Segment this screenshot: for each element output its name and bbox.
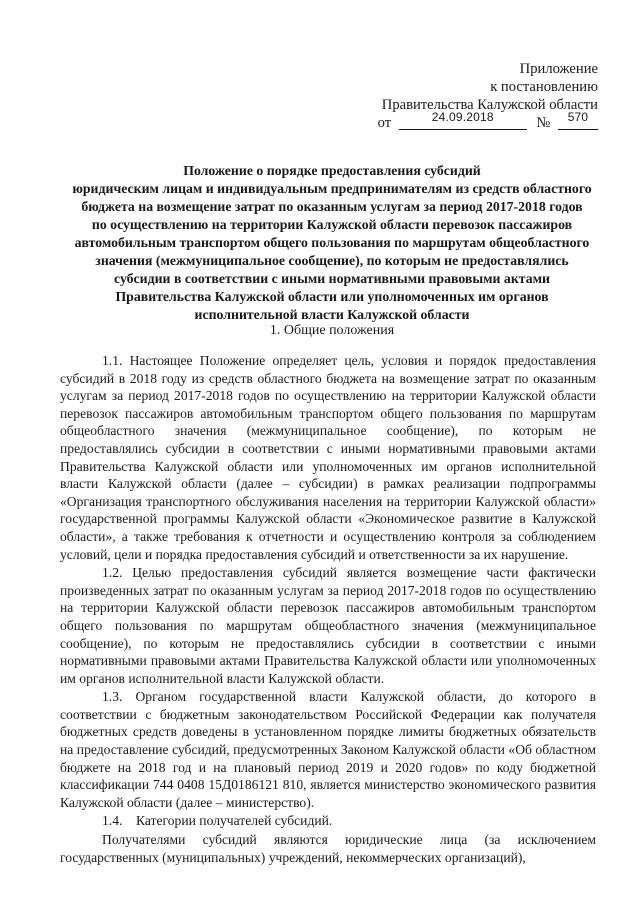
appendix-block xyxy=(378,60,598,132)
paragraph-1-3: 1.3. Органом государственной власти Калужской области, до которого в соответствии с бюджетным законодательством Российской Федерации как получателя бюджетных средств доведены в установленном порядке лимиты бюджетных обязательств на предоставление субсидий, предусмотренных Законом Калужской области «Об областном бюджете на 2018 год и на плановый период 2019 и 2020 годов» по коду бюджетной классификации 744 0408 15Д0186121 810, является министерство экономического развития Калужской области (далее – министерство). xyxy=(60,689,596,810)
number-field xyxy=(558,110,598,130)
title-line: исполнительной власти Калужской области xyxy=(194,307,470,322)
paragraph-1-2: 1.2. Целью предоставления субсидий является возмещение части фактически произведенных затрат по оказанным услугам за период 2017-2018 годов по осуществлению на территории Калужской области перевозок пассажиров автомобильным транспортом общего пользования по маршрутам общеобластного значения (межмуниципальное сообщение), по которым не предоставлялись субсидии в соответствии с иными нормативными правовыми актами Правительства Калужской области или уполномоченных им органов исполнительной власти Калужской области. xyxy=(60,565,596,686)
paragraph-1-4: 1.4. Категории получателей субсидий. xyxy=(102,813,333,829)
title-line: субсидии в соответствии с иными нормативными правовыми актами xyxy=(114,271,550,286)
appendix-date-row xyxy=(377,110,598,132)
title-line: Положение о порядке предоставления субсидий xyxy=(183,163,481,178)
document-title xyxy=(68,162,596,324)
document-body xyxy=(60,352,596,867)
title-line: значения (межмуниципальное сообщение), по которым не предоставлялись xyxy=(95,253,569,268)
paragraph-recipients: Получателями субсидий являются юридические лица (за исключением государственных (муниципальных) учреждений, некоммерческих организаций), xyxy=(60,832,596,865)
date-field xyxy=(399,110,527,130)
number-prefix: № xyxy=(536,115,551,131)
date-value: 24.09.2018 xyxy=(431,110,494,124)
date-prefix: от xyxy=(377,115,392,131)
number-value: 570 xyxy=(567,110,589,124)
title-line: юридическим лицам и индивидуальным предпринимателям из средств областного xyxy=(72,181,592,196)
section-heading: 1. Общие положения xyxy=(269,323,395,338)
title-line: автомобильным транспортом общего пользования по маршрутам общеобластного xyxy=(74,235,590,250)
title-line: по осуществлению на территории Калужской области перевозок пассажиров xyxy=(91,217,573,232)
appendix-label: Приложение xyxy=(519,61,598,77)
paragraph-1-1: 1.1. Настоящее Положение определяет цель, условия и порядок предоставления субсидий в 2018 году из средств областного бюджета на возмещение затрат по оказанным услугам за период 2017-2018 годов по осуществлению на территории Калужской области перевозок пассажиров автомобильным транспортом общего пользования по маршрутам общеобластного значения (межмуниципальное сообщение), по которым не предоставлялись субсидии в соответствии с иными нормативными правовыми актами Правительства Калужской области или уполномоченных им органов исполнительной власти Калужской области (далее – субсидии) в рамках реализации подпрограммы «Организация транспортного обслуживания населения на территории Калужской области» государственной программы Калужской области «Экономическое развитие в Калужской области», а также требования к отчетности и осуществлению контроля за соблюдением условий, цели и порядка предоставления субсидий и ответственности за их нарушение. xyxy=(60,353,596,562)
appendix-government: Правительства Калужской области xyxy=(381,97,598,113)
title-line: бюджета на возмещение затрат по оказанным услугам за период 2017-2018 годов xyxy=(81,199,583,214)
title-line: Правительства Калужской области или уполномоченных им органов xyxy=(115,289,549,304)
appendix-resolution: к постановлению xyxy=(490,79,598,95)
